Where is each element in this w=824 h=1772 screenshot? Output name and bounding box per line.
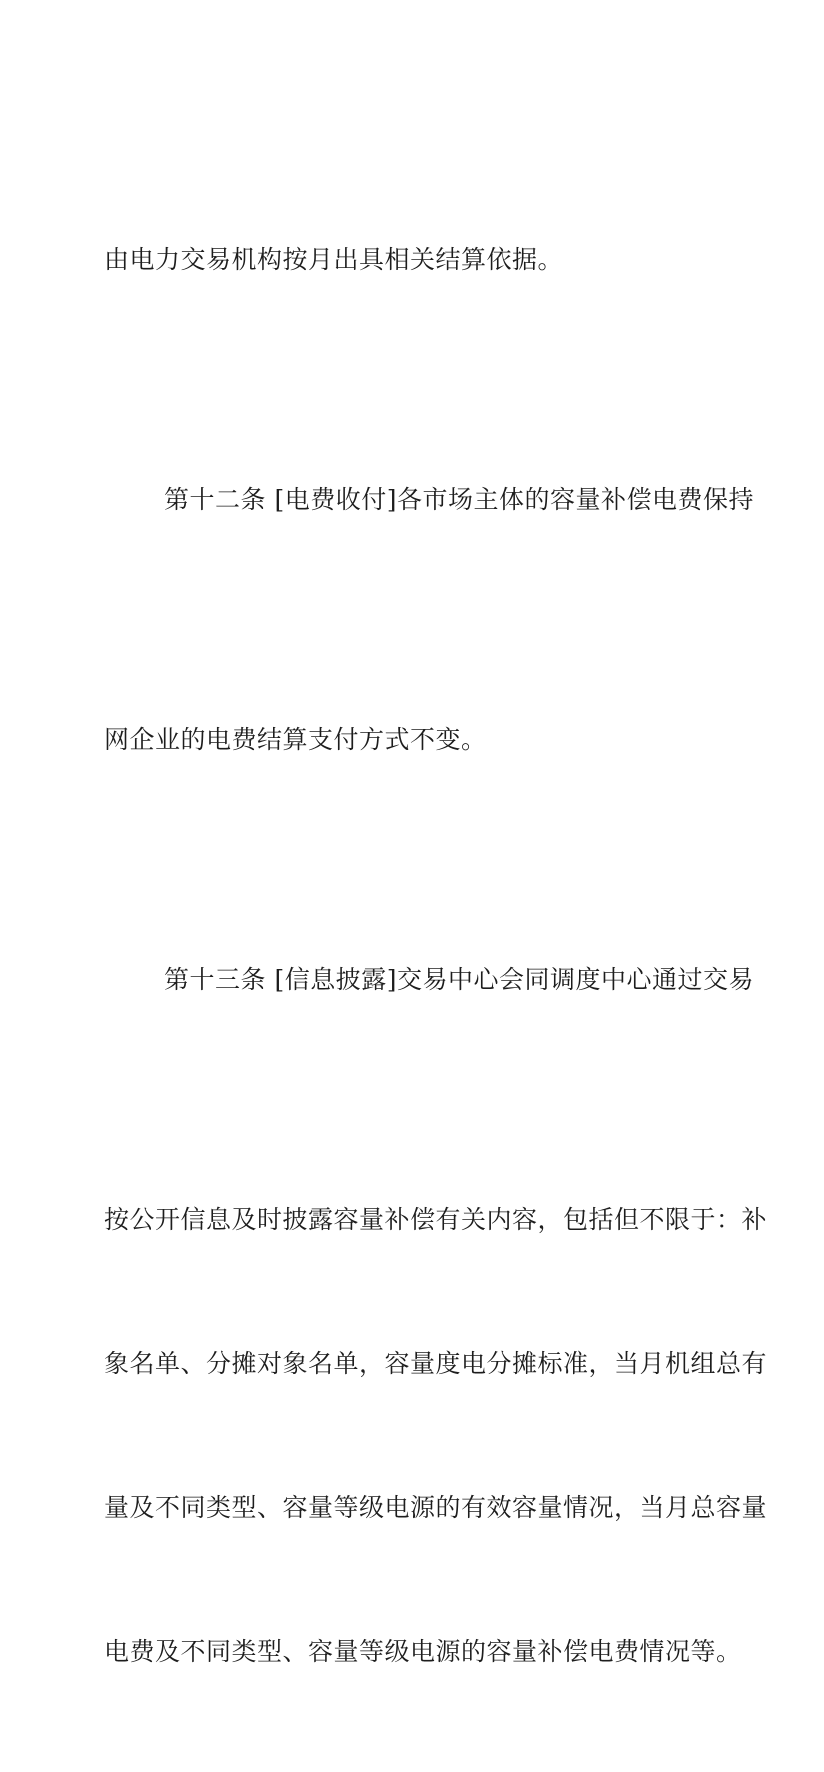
text-line: 象名单、分摊对象名单，容量度电分摊标准，当月机组总有: [104, 1349, 768, 1378]
text-line: 第十三条 [信息披露]交易中心会同调度中心通过交易: [164, 965, 754, 994]
paragraph-settlement-basis: [104, 140, 824, 380]
paragraph-article-13: [104, 860, 824, 1100]
text-line: 网企业的电费结算支付方式不变。: [104, 725, 487, 754]
document-text-body: [104, 140, 824, 1772]
paragraph-article-12: [104, 380, 824, 620]
text-line: 第十二条 [电费收付]各市场主体的容量补偿电费保持: [164, 485, 754, 514]
text-line: 量及不同类型、容量等级电源的有效容量情况，当月总容量: [104, 1493, 768, 1522]
paragraph-article-13-cont: [104, 1100, 824, 1772]
text-line: 电费及不同类型、容量等级电源的容量补偿电费情况等。: [104, 1637, 742, 1666]
text-line: 按公开信息及时披露容量补偿有关内容，包括但不限于：补: [104, 1205, 768, 1234]
text-line: 由电力交易机构按月出具相关结算依据。: [104, 245, 564, 274]
paragraph-article-12-cont: [104, 620, 824, 860]
